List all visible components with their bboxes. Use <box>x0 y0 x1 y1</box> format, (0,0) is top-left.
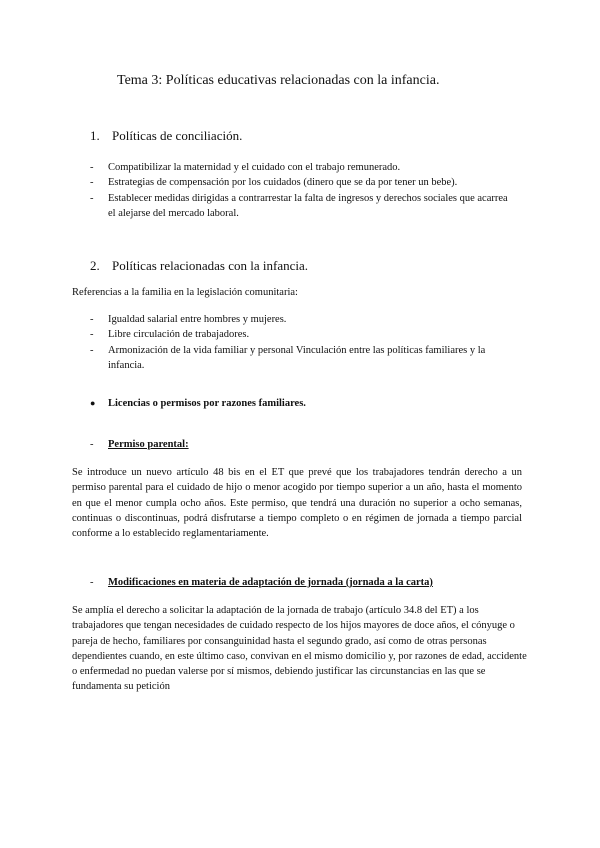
bullet-icon: ● <box>90 398 96 408</box>
modificaciones-heading: - Modificaciones en materia de adaptación de jornada (jornada a la carta) <box>90 577 433 588</box>
list-item: - Libre circulación de trabajadores. <box>90 329 250 341</box>
list-item: - Establecer medidas dirigidas a contrarrestar la falta de ingresos y derechos sociales que acarrea el alejarse del mercado laboral. <box>90 192 508 219</box>
section-1-number: 1. <box>90 128 100 143</box>
section-1-list <box>90 160 510 221</box>
permiso-parental-heading: - Permiso parental: <box>90 439 189 450</box>
list-item: - Estrategias de compensación por los cuidados (dinero que se da por tener un bebe). <box>90 177 458 189</box>
list-item: - Compatibilizar la maternidad y el cuidado con el trabajo remunerado. <box>90 162 401 173</box>
list-item: - Igualdad salarial entre hombres y mujeres. <box>90 314 287 325</box>
section-2-number: 2. <box>90 258 100 273</box>
section-2-list <box>90 312 510 373</box>
modificaciones-paragraph: Se amplía el derecho a solicitar la adaptación de la jornada de trabajo (artículo 34.8 del ET) a los trabajadores que tengan necesidades de cuidado respecto de los hijos mayores de doce años, el cónyuge o pareja de hecho, familiares por consanguinidad hasta el segundo grado, así como de otras personas dependientes cuando, en este último caso, convivan en el mismo domicilio y, por razones de edad, accidente o enfermedad no puedan valerse por sí mismos, debiendo justificar las circunstancias en las que se fundamenta su petición <box>72 605 527 693</box>
section-1-heading-text: Políticas de conciliación. <box>112 128 243 143</box>
permiso-parental-paragraph: Se introduce un nuevo artículo 48 bis en el ET que prevé que los trabajadores tendrán derecho a un permiso parental para el cuidado de hijo o menor acogido por tiempo superior a un año, hasta el momento en que el menor cumpla ocho años. Este permiso, que tendrá una duración no superior a ocho semanas, continuas o discontinuas, podrá disfrutarse a tiempo completo o en régimen de jornada a tiempo parcial conforme a lo establecido reglamentariamente. <box>72 467 522 540</box>
section-1-heading <box>90 128 242 144</box>
section-2-heading-text: Políticas relacionadas con la infancia. <box>112 258 309 273</box>
list-item: - Armonización de la vida familiar y personal Vinculación entre las políticas familiares y la infancia. <box>90 344 486 371</box>
section-2-heading <box>90 258 308 274</box>
section-2-intro: Referencias a la familia en la legislación comunitaria: <box>72 287 298 298</box>
document-title: Tema 3: Políticas educativas relacionadas con la infancia. <box>117 73 440 88</box>
licencias-heading: ● Licencias o permisos por razones familiares. <box>90 398 306 409</box>
